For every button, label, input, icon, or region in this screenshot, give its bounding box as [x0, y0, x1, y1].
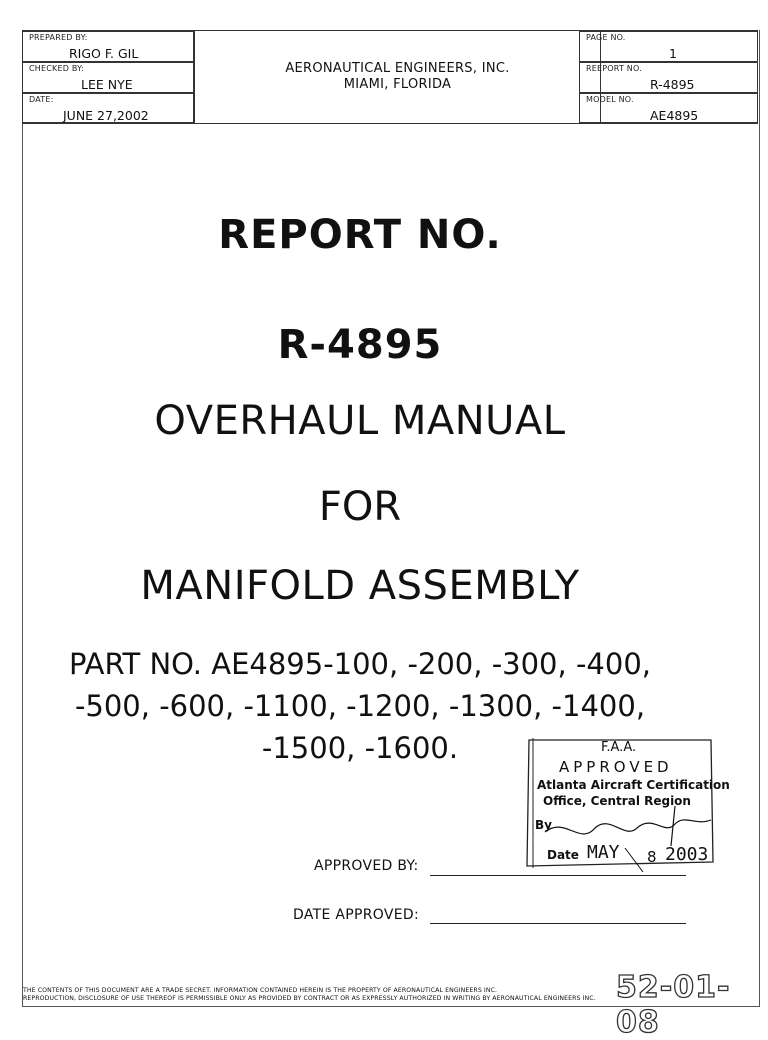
report-heading: REPORT NO.: [218, 212, 502, 258]
part-numbers-line2: -500, -600, -1100, -1200, -1300, -1400,: [74, 689, 646, 723]
checked-by-cell: [22, 62, 194, 93]
report-number: R-4895: [277, 322, 443, 368]
page-no-label: PAGE NO.: [586, 33, 626, 42]
title-for: FOR: [318, 484, 402, 530]
date-label: DATE:: [29, 95, 54, 104]
stamp-date-label: Date: [547, 848, 579, 862]
document-code: 52-01-08: [616, 970, 731, 1040]
stamp-by-label: By: [535, 818, 552, 832]
checked-by-label: CHECKED BY:: [29, 64, 85, 73]
company-name: AERONAUTICAL ENGINEERS, INC.: [285, 61, 510, 76]
faa-approval-stamp: [525, 736, 730, 872]
report-no-label: REEPORT NO.: [586, 64, 642, 73]
trade-secret-line2: REPRODUCTION, DISCLOSURE OF USE THEREOF IS PERMISSIBLE ONLY AS PROVIDED BY CONTRACT OR AS EXPRESSLY AUTHORIZED IN WRITING BY AERONAUTICAL ENGINEERS INC.: [23, 995, 596, 1002]
date-value: JUNE 27,2002: [63, 108, 149, 123]
model-no-value: AE4895: [650, 108, 699, 123]
date-approved-label: DATE APPROVED:: [293, 907, 419, 923]
model-no-cell: [579, 93, 758, 123]
model-no-label: MODEL NO.: [586, 95, 634, 104]
stamp-date-year: 2003: [665, 844, 709, 865]
company-block: [194, 31, 601, 123]
signature-scribble: [545, 820, 711, 834]
page-no-value: 1: [669, 46, 677, 61]
stamp-faa: F.A.A.: [601, 740, 637, 755]
approved-by-label: APPROVED BY:: [314, 858, 419, 874]
report-no-value: R-4895: [650, 77, 695, 92]
part-numbers-line1: PART NO. AE4895-100, -200, -300, -400,: [69, 647, 651, 681]
part-numbers-line3: -1500, -1600.: [261, 731, 459, 765]
stamp-date-month: MAY: [587, 842, 620, 863]
stamp-date-day: 8: [647, 848, 657, 866]
company-location: MIAMI, FLORIDA: [343, 77, 452, 92]
prepared-by-label: PREPARED BY:: [29, 33, 88, 42]
page-no-cell: [579, 31, 758, 62]
prepared-by-cell: [22, 31, 194, 62]
title-manifold-assembly: MANIFOLD ASSEMBLY: [140, 563, 580, 609]
title-overhaul-manual: OVERHAUL MANUAL: [154, 398, 566, 444]
stamp-approved: APPROVED: [559, 758, 673, 776]
checked-by-value: LEE NYE: [81, 77, 133, 92]
stamp-office-line1: Atlanta Aircraft Certification: [537, 778, 730, 792]
date-cell: [22, 93, 194, 123]
approved-by-line: [430, 875, 686, 876]
prepared-by-value: RIGO F. GIL: [69, 46, 139, 61]
trade-secret-notice: [23, 987, 596, 1003]
stamp-office-line2: Office, Central Region: [543, 794, 691, 808]
title-block-header: [22, 30, 758, 124]
trade-secret-line1: THE CONTENTS OF THIS DOCUMENT ARE A TRADE SECRET. INFORMATION CONTAINED HEREIN IS THE PROPERTY OF AERONAUTICAL ENGINEERS INC.: [23, 987, 498, 994]
report-no-cell: [579, 62, 758, 93]
date-approved-line: [430, 923, 686, 924]
